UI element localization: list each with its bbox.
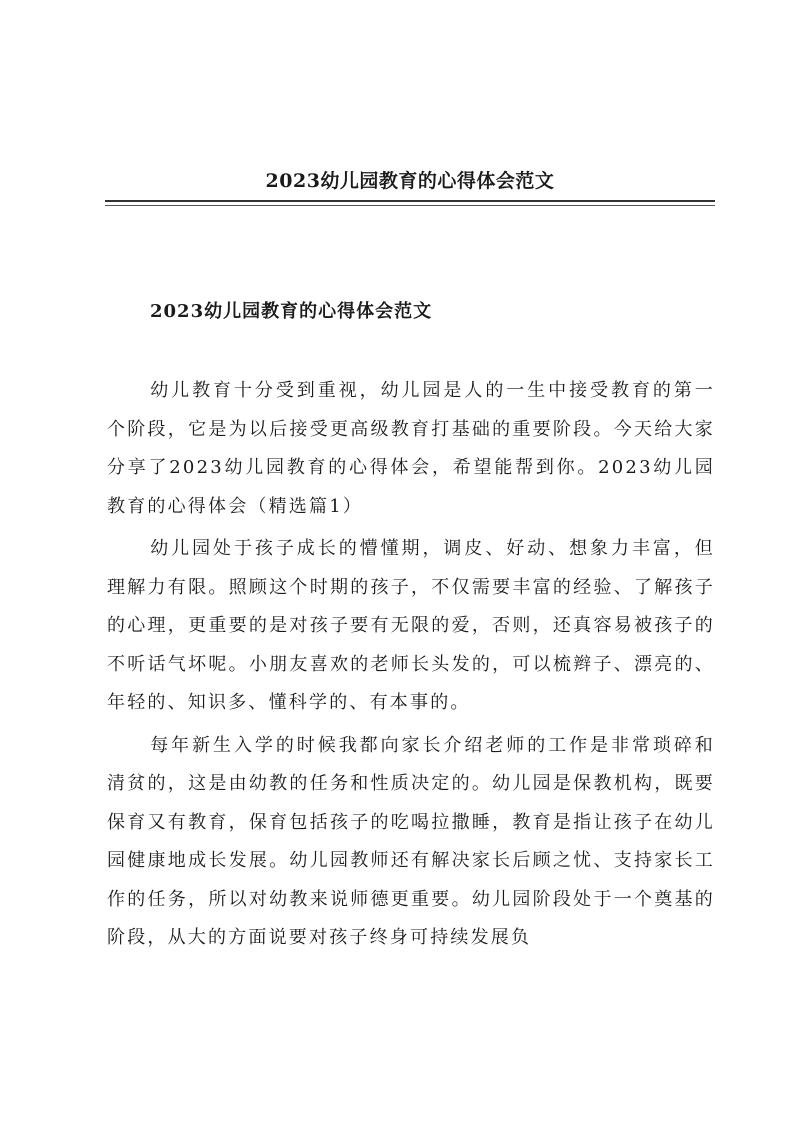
header-title: 2023幼儿园教育的心得体会范文 xyxy=(265,170,555,192)
header-divider xyxy=(105,200,715,202)
paragraph-childhood: 幼儿园处于孩子成长的懵懂期，调皮、好动、想象力丰富，但理解力有限。照顾这个时期的孩子，不仅需要丰富的经验、了解孩子的心理，更重要的是对孩子要有无限的爱，否则，还真容易被孩子的不听话气坏呢。小朋友喜欢的老师长头发的，可以梳辫子、漂亮的、年轻的、知识多、懂科学的、有本事的。 xyxy=(107,538,715,713)
header-divider-thin xyxy=(105,205,715,206)
paragraph-intro: 幼儿教育十分受到重视，幼儿园是人的一生中接受教育的第一个阶段，它是为以后接受更高级教育打基础的重要阶段。今天给大家分享了2023幼儿园教育的心得体会，希望能帮到你。2023幼儿园教育的心得体会（精选篇1） xyxy=(107,380,715,517)
document-body xyxy=(107,372,715,962)
paragraph-teacher-work: 每年新生入学的时候我都向家长介绍老师的工作是非常琐碎和清贫的，这是由幼教的任务和性质决定的。幼儿园是保教机构，既要保育又有教育，保育包括孩子的吃喝拉撒睡，教育是指让孩子在幼儿园健康地成长发展。幼儿园教师还有解决家长后顾之忧、支持家长工作的任务，所以对幼教来说师德更重要。幼儿园阶段处于一个奠基的阶段，从大的方面说要对孩子终身可持续发展负 xyxy=(107,734,715,948)
document-title: 2023幼儿园教育的心得体会范文 xyxy=(150,301,433,322)
